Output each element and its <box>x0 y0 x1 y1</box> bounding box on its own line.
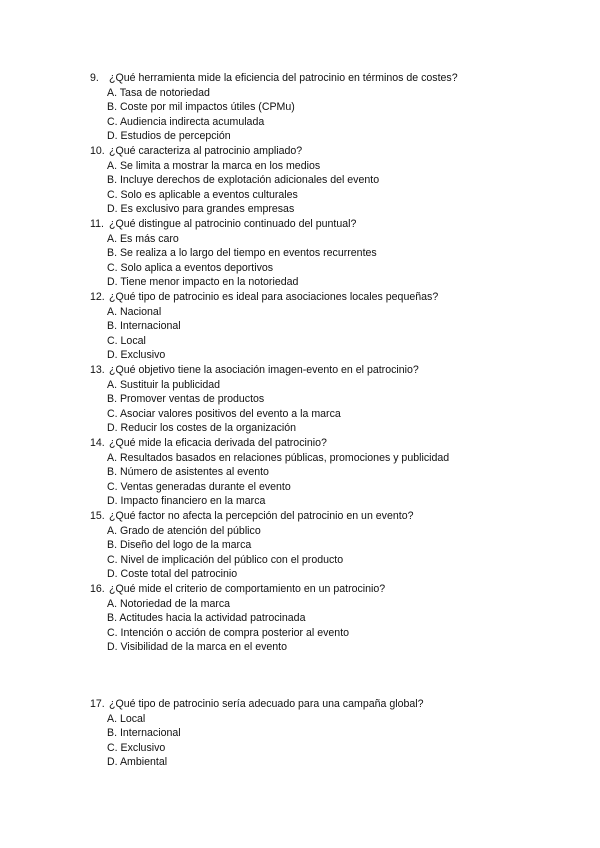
question-text: ¿Qué tipo de patrocinio sería adecuado para una campaña global? <box>109 698 424 710</box>
option-b: B. Incluye derechos de explotación adicionales del evento <box>107 174 380 187</box>
question-17 <box>90 697 424 770</box>
question-text: ¿Qué factor no afecta la percepción del patrocinio en un evento? <box>109 510 414 522</box>
question-15 <box>90 509 413 582</box>
option-c: C. Exclusivo <box>107 741 166 754</box>
option-a: A. Nacional <box>107 305 162 318</box>
option-c: C. Asociar valores positivos del evento a la marca <box>107 407 341 420</box>
question-number: 9. <box>90 72 99 84</box>
option-d: D. Tiene menor impacto en la notoriedad <box>107 276 299 289</box>
question-text: ¿Qué mide el criterio de comportamiento en un patrocinio? <box>109 583 386 595</box>
option-c: C. Intención o acción de compra posterior al evento <box>107 626 350 639</box>
question-text: ¿Qué herramienta mide la eficiencia del patrocinio en términos de costes? <box>109 72 458 84</box>
option-a: A. Es más caro <box>107 232 179 245</box>
question-13 <box>90 363 419 436</box>
question-number: 14. <box>90 437 105 449</box>
option-d: D. Estudios de percepción <box>107 130 231 143</box>
option-a: A. Grado de atención del público <box>107 524 261 537</box>
option-d: D. Impacto financiero en la marca <box>107 495 266 508</box>
option-c: C. Nivel de implicación del público con el producto <box>107 553 344 566</box>
option-c: C. Solo es aplicable a eventos culturales <box>107 188 298 201</box>
option-a: A. Resultados basados en relaciones públicas, promociones y publicidad <box>107 451 450 464</box>
option-b: B. Se realiza a lo largo del tiempo en eventos recurrentes <box>107 247 377 260</box>
question-14 <box>90 436 449 509</box>
question-text: ¿Qué tipo de patrocinio es ideal para asociaciones locales pequeñas? <box>109 291 439 303</box>
option-d: D. Coste total del patrocinio <box>107 568 238 581</box>
question-16 <box>90 582 385 655</box>
question-number: 13. <box>90 364 105 376</box>
option-c: C. Solo aplica a eventos deportivos <box>107 261 274 274</box>
option-a: A. Tasa de notoriedad <box>107 86 210 99</box>
question-text: ¿Qué mide la eficacia derivada del patrocinio? <box>109 437 327 449</box>
option-b: B. Actitudes hacia la actividad patrocinada <box>107 612 306 625</box>
question-11 <box>90 217 377 290</box>
option-d: D. Es exclusivo para grandes empresas <box>107 203 295 216</box>
option-b: B. Internacional <box>107 320 181 333</box>
question-number: 15. <box>90 510 105 522</box>
question-10 <box>90 144 379 217</box>
option-a: A. Local <box>107 712 146 725</box>
question-number: 10. <box>90 145 105 157</box>
option-d: D. Reducir los costes de la organización <box>107 422 297 435</box>
question-number: 12. <box>90 291 105 303</box>
option-a: A. Notoriedad de la marca <box>107 597 231 610</box>
option-c: C. Ventas generadas durante el evento <box>107 480 291 493</box>
option-a: A. Sustituir la publicidad <box>107 378 221 391</box>
option-b: B. Coste por mil impactos útiles (CPMu) <box>107 101 295 114</box>
option-b: B. Número de asistentes al evento <box>107 466 269 479</box>
option-b: B. Diseño del logo de la marca <box>107 539 252 552</box>
question-number: 11. <box>90 218 104 230</box>
question-text: ¿Qué caracteriza al patrocinio ampliado? <box>109 145 303 157</box>
question-number: 17. <box>90 698 105 710</box>
question-number: 16. <box>90 583 105 595</box>
question-9 <box>90 71 458 144</box>
option-c: C. Audiencia indirecta acumulada <box>107 115 265 128</box>
question-text: ¿Qué distingue al patrocinio continuado del puntual? <box>109 218 357 230</box>
option-b: B. Promover ventas de productos <box>107 393 265 406</box>
option-c: C. Local <box>107 334 146 347</box>
option-d: D. Ambiental <box>107 756 168 769</box>
option-d: D. Exclusivo <box>107 349 166 362</box>
question-12 <box>90 290 438 363</box>
option-a: A. Se limita a mostrar la marca en los medios <box>107 159 321 172</box>
option-d: D. Visibilidad de la marca en el evento <box>107 641 288 654</box>
question-text: ¿Qué objetivo tiene la asociación imagen-evento en el patrocinio? <box>109 364 419 376</box>
option-b: B. Internacional <box>107 727 181 740</box>
